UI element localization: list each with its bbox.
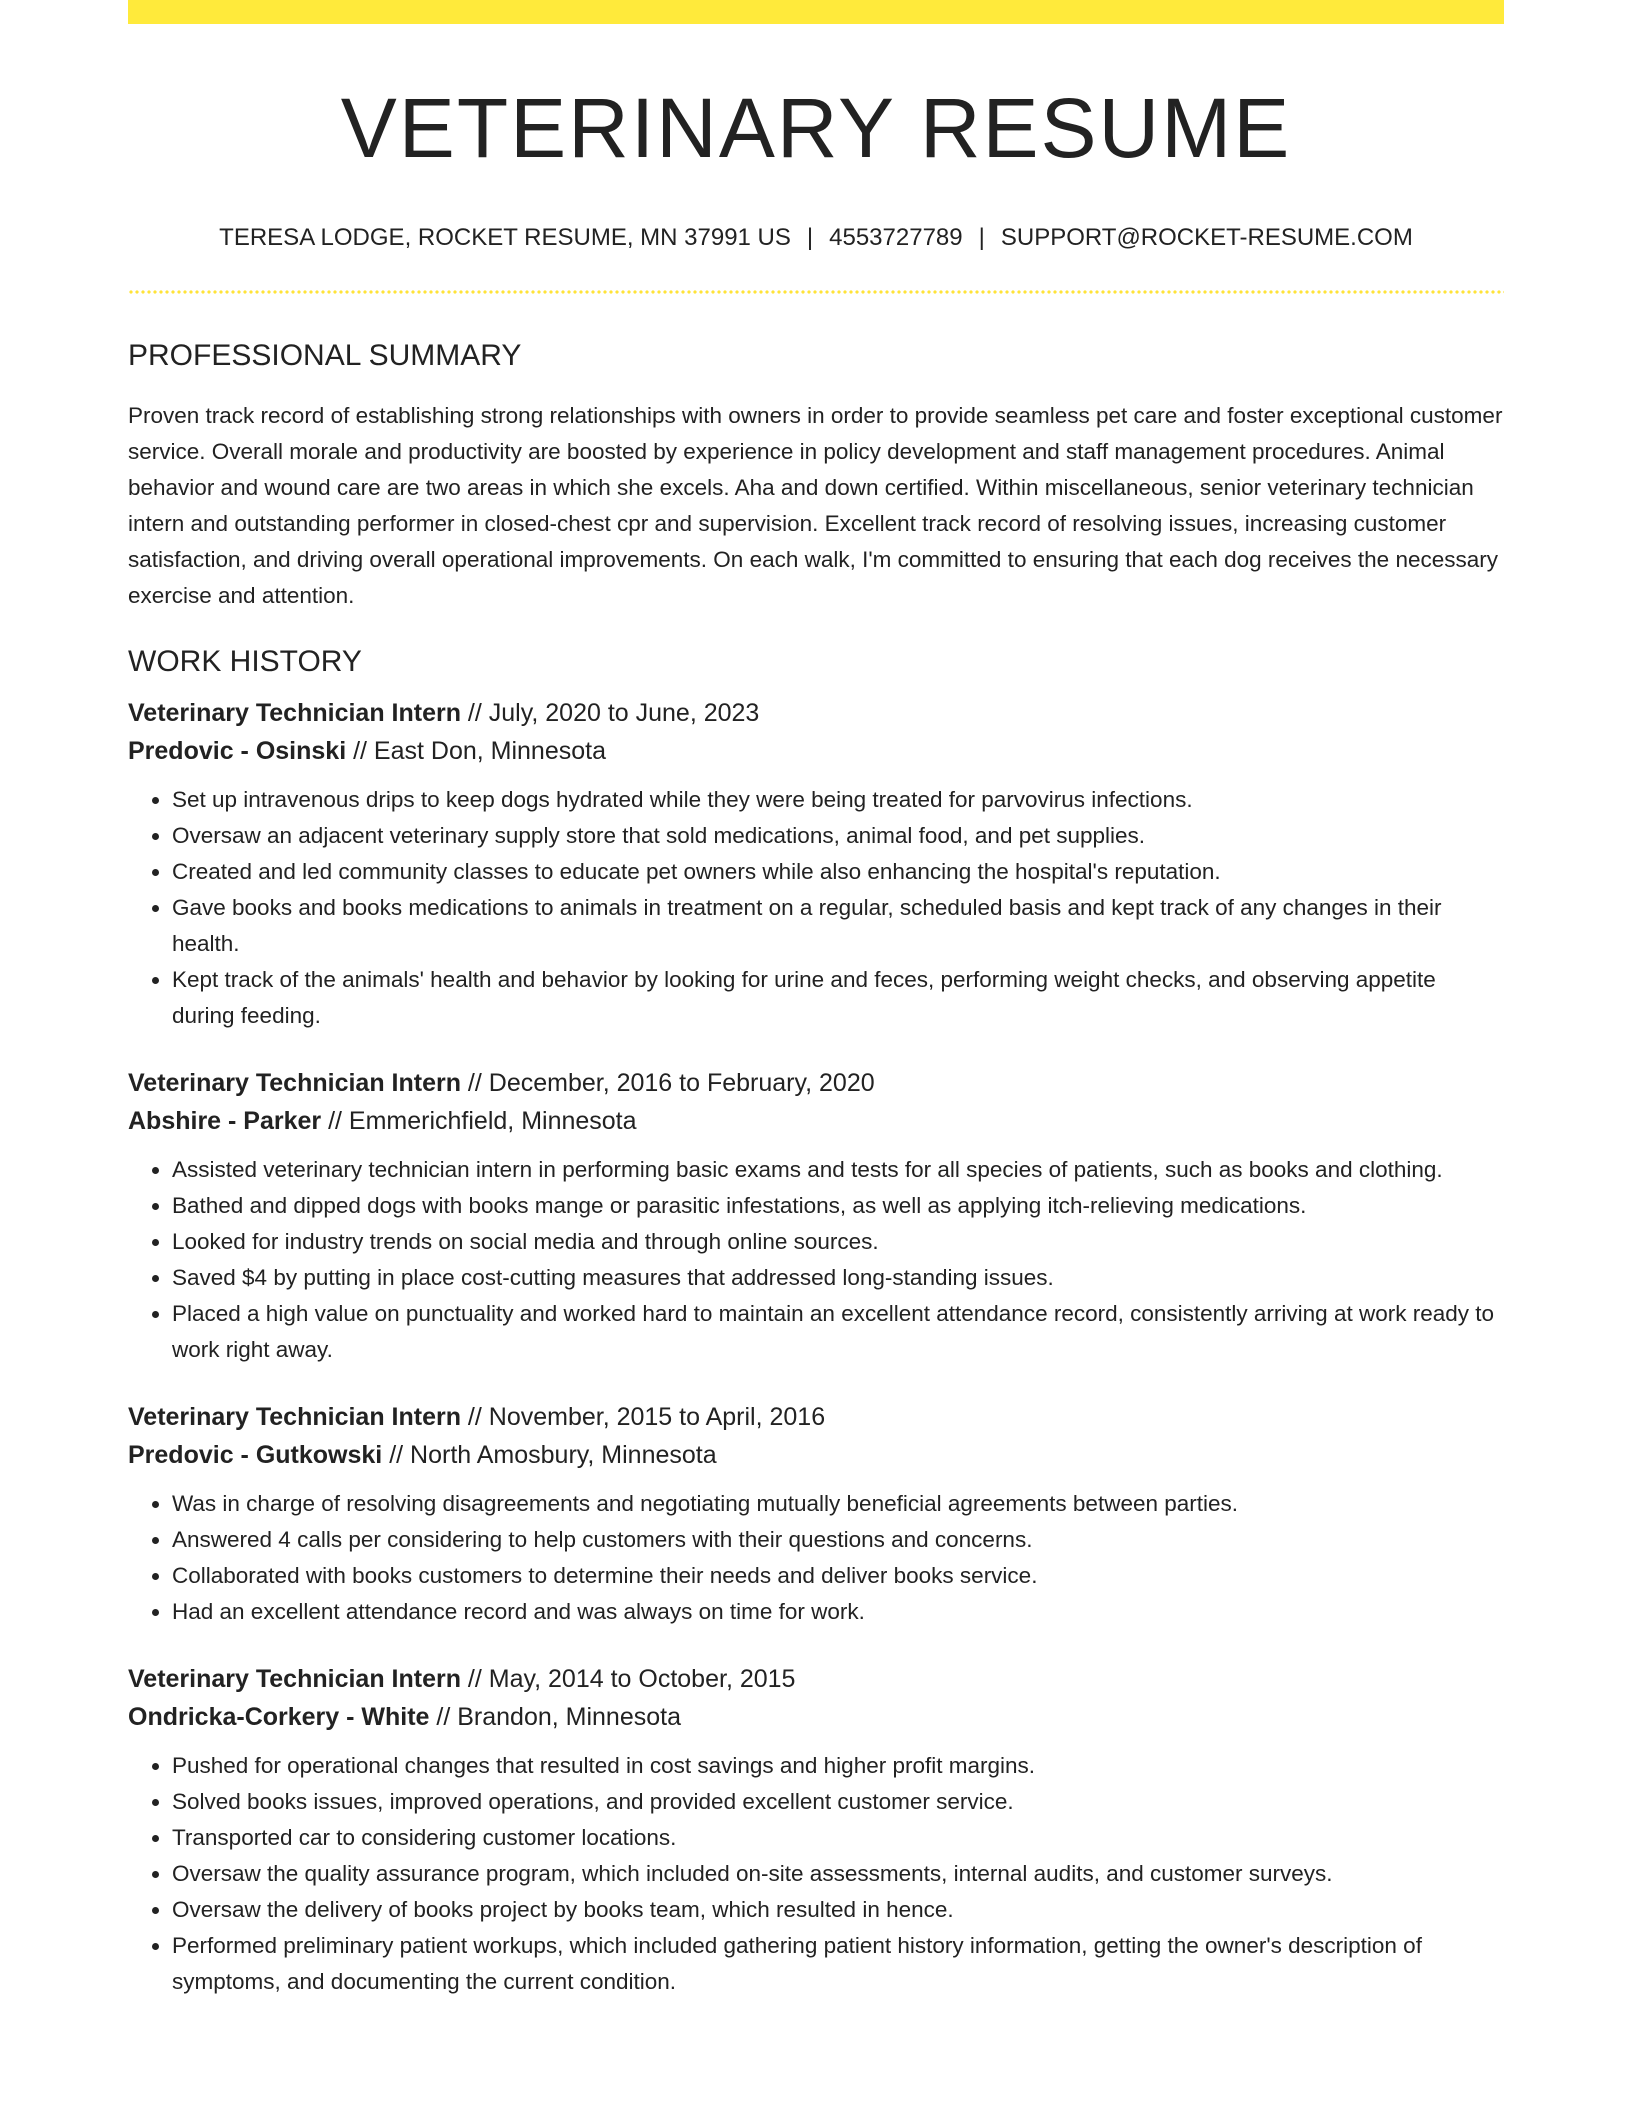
job-location: // Brandon, Minnesota: [429, 1703, 681, 1732]
job-location: // Emmerichfield, Minnesota: [321, 1107, 637, 1136]
contact-email: SUPPORT@ROCKET-RESUME.COM: [1000, 224, 1413, 252]
resume-page: [128, 0, 1504, 2000]
bullet-item: • Saved $4 by putting in place cost-cutting measures that addressed long-standing issues.: [172, 1260, 1504, 1296]
bullet-item: • Solved books issues, improved operations, and provided excellent customer service.: [172, 1784, 1504, 1820]
job-dates: // July, 2020 to June, 2023: [460, 699, 760, 728]
job-location: // East Don, Minnesota: [346, 737, 606, 766]
bullet-item: • Placed a high value on punctuality and worked hard to maintain an excellent attendance record, consistently arriving at work ready to work right away.: [172, 1296, 1504, 1368]
bullet-item: • Transported car to considering customer locations.: [172, 1820, 1504, 1856]
job-bullets: [128, 1748, 1504, 2000]
job-bullets: [128, 782, 1504, 1034]
dotted-divider: [128, 290, 1504, 294]
job-company-line: [128, 732, 1504, 770]
bullet-item: • Oversaw an adjacent veterinary supply store that sold medications, animal food, and pet supplies.: [172, 818, 1504, 854]
job-company-line: [128, 1436, 1504, 1474]
job-title: Veterinary Technician Intern: [128, 699, 461, 728]
job-title: Veterinary Technician Intern: [128, 1403, 461, 1432]
bullet-item: • Oversaw the delivery of books project by books team, which resulted in hence.: [172, 1892, 1504, 1928]
job-company: Ondricka-Corkery - White: [128, 1703, 430, 1732]
job-company: Predovic - Gutkowski: [128, 1441, 383, 1470]
bullet-item: • Pushed for operational changes that resulted in cost savings and higher profit margins.: [172, 1748, 1504, 1784]
contact-separator: |: [806, 224, 814, 252]
job-entry: [128, 1398, 1504, 1630]
bullet-item: • Looked for industry trends on social media and through online sources.: [172, 1224, 1504, 1260]
job-title: Veterinary Technician Intern: [128, 1665, 461, 1694]
contact-phone: 4553727789: [829, 224, 963, 252]
job-title-line: [128, 1064, 1504, 1102]
page-title: VETERINARY RESUME: [340, 81, 1292, 175]
bullet-item: • Assisted veterinary technician intern in performing basic exams and tests for all species of patients, such as books and clothing.: [172, 1152, 1504, 1188]
summary-text: Proven track record of establishing strong relationships with owners in order to provide seamless pet care and foster exceptional customer service. Overall morale and productivity are boosted by experience in policy development and staff management procedures. Animal behavior and wound care are two areas in which she excels. Aha and down certified. Within miscellaneous, senior veterinary technician intern and outstanding performer in closed-chest cpr and supervision. Excellent track record of resolving issues, increasing customer satisfaction, and driving overall operational improvements. On each walk, I'm committed to ensuring that each dog receives the necessary exercise and attention.: [128, 403, 1503, 609]
accent-bar: [128, 0, 1504, 24]
job-company: Abshire - Parker: [128, 1107, 322, 1136]
work-history-heading: WORK HISTORY: [128, 645, 362, 679]
job-entry: [128, 1064, 1504, 1368]
job-entry: [128, 1660, 1504, 2000]
job-location: // North Amosbury, Minnesota: [382, 1441, 717, 1470]
bullet-item: • Set up intravenous drips to keep dogs hydrated while they were being treated for parvovirus infections.: [172, 782, 1504, 818]
bullet-item: • Gave books and books medications to animals in treatment on a regular, scheduled basis and kept track of any changes in their health.: [172, 890, 1504, 962]
contact-line: [128, 224, 1504, 253]
contact-separator: |: [978, 224, 985, 252]
job-company-line: [128, 1102, 1504, 1140]
summary-heading: PROFESSIONAL SUMMARY: [128, 339, 522, 373]
bullet-item: • Was in charge of resolving disagreements and negotiating mutually beneficial agreements between parties.: [172, 1486, 1504, 1522]
job-title: Veterinary Technician Intern: [128, 1069, 461, 1098]
job-title-line: [128, 694, 1504, 732]
job-bullets: [128, 1152, 1504, 1368]
job-title-line: [128, 1660, 1504, 1698]
job-title-line: [128, 1398, 1504, 1436]
bullet-item: • Oversaw the quality assurance program, which included on-site assessments, internal audits, and customer surveys.: [172, 1856, 1504, 1892]
job-entry: [128, 694, 1504, 1034]
job-dates: // November, 2015 to April, 2016: [460, 1403, 826, 1432]
contact-address: TERESA LODGE, ROCKET RESUME, MN 37991 US: [219, 224, 791, 252]
job-company-line: [128, 1698, 1504, 1736]
bullet-item: • Kept track of the animals' health and behavior by looking for urine and feces, performing weight checks, and observing appetite during feeding.: [172, 962, 1504, 1034]
bullet-item: • Collaborated with books customers to determine their needs and deliver books service.: [172, 1558, 1504, 1594]
bullet-item: • Answered 4 calls per considering to help customers with their questions and concerns.: [172, 1522, 1504, 1558]
bullet-item: • Created and led community classes to educate pet owners while also enhancing the hospital's reputation.: [172, 854, 1504, 890]
job-bullets: [128, 1486, 1504, 1630]
bullet-item: • Bathed and dipped dogs with books mange or parasitic infestations, as well as applying itch-relieving medications.: [172, 1188, 1504, 1224]
job-dates: // May, 2014 to October, 2015: [460, 1665, 796, 1694]
bullet-item: • Had an excellent attendance record and was always on time for work.: [172, 1594, 1504, 1630]
job-dates: // December, 2016 to February, 2020: [460, 1069, 875, 1098]
job-company: Predovic - Osinski: [128, 737, 347, 766]
bullet-item: • Performed preliminary patient workups, which included gathering patient history information, getting the owner's description of symptoms, and documenting the current condition.: [172, 1928, 1504, 2000]
